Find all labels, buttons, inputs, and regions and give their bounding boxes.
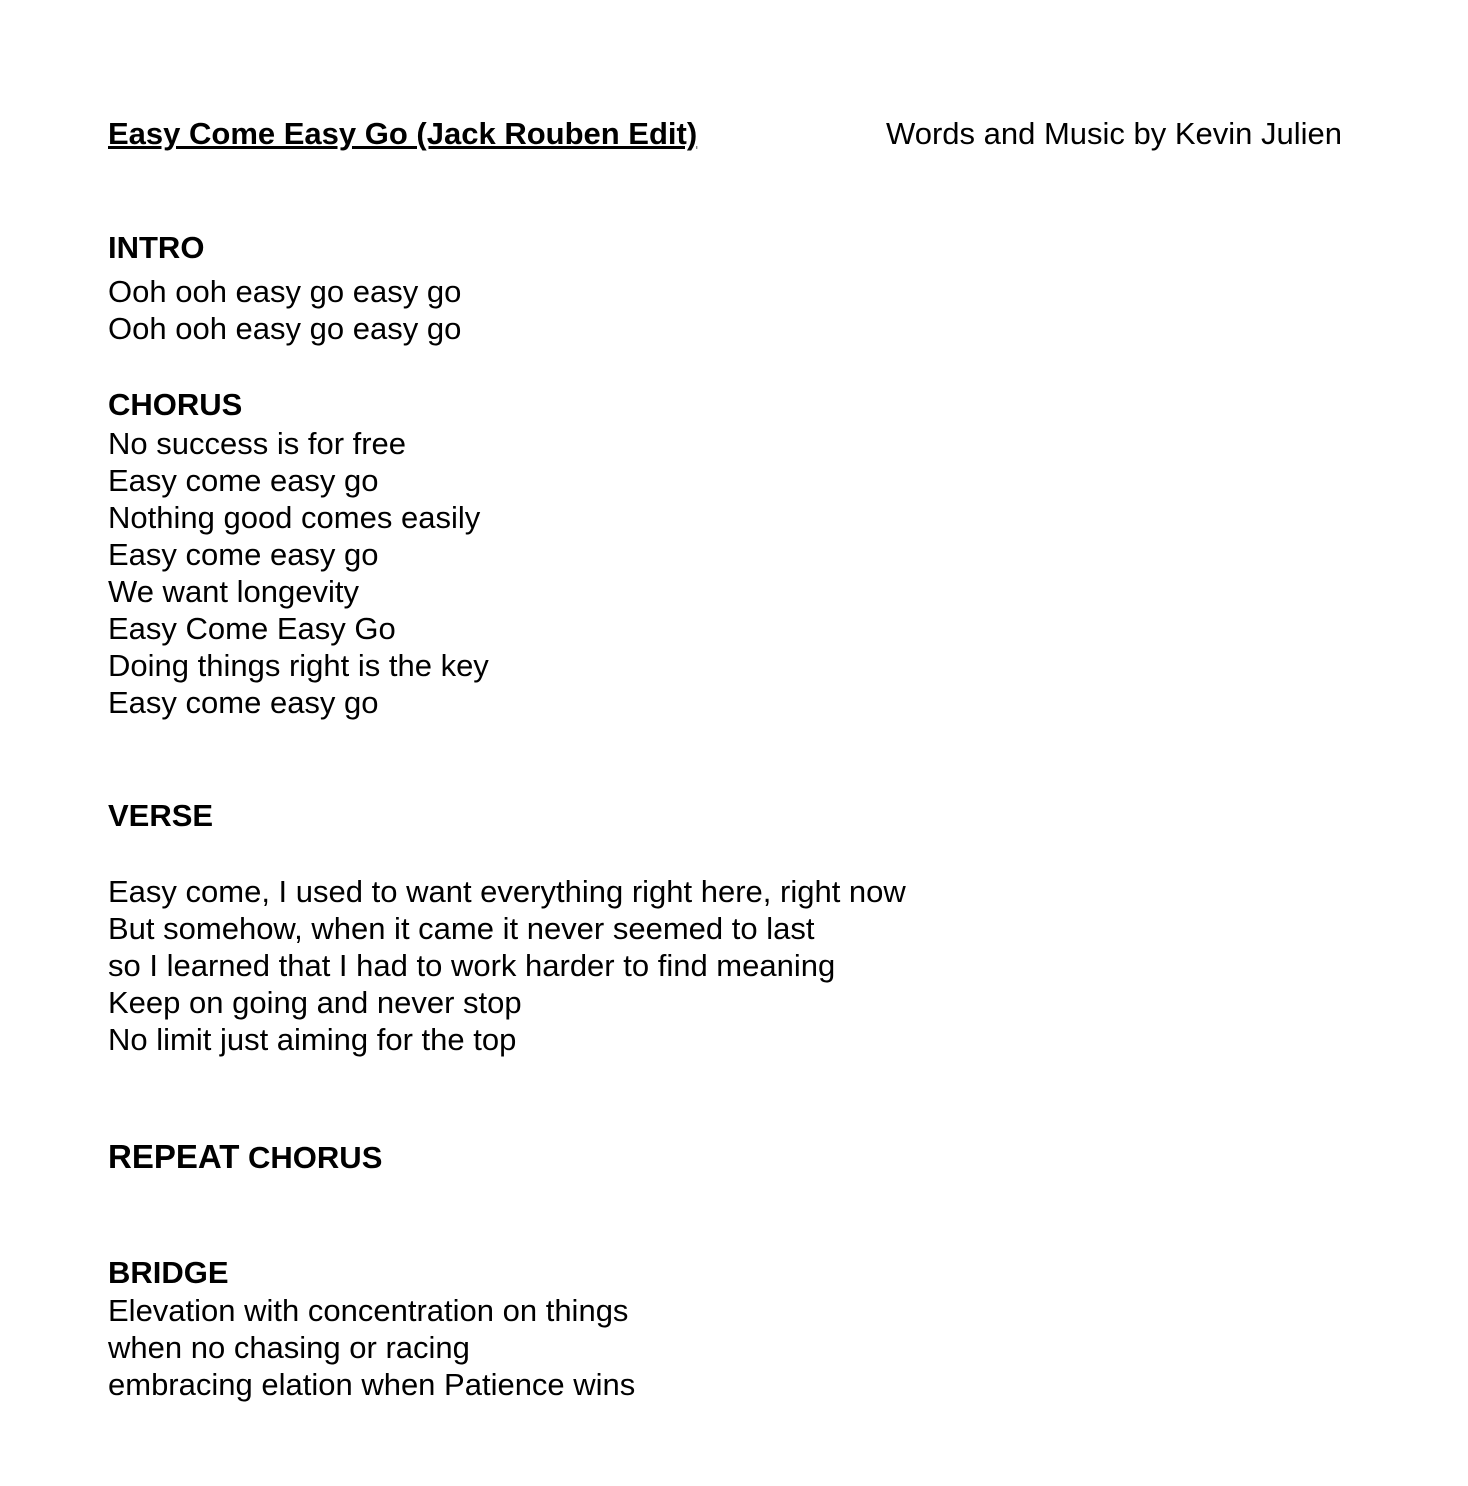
lyric-line: But somehow, when it came it never seemed to last — [108, 911, 815, 946]
lyric-line: Ooh ooh easy go easy go — [108, 274, 462, 309]
chorus-lines — [108, 425, 489, 721]
lyric-line: Doing things right is the key — [108, 648, 489, 683]
lyric-line: Easy come, I used to want everything right here, right now — [108, 874, 906, 909]
song-title: Easy Come Easy Go (Jack Rouben Edit) — [108, 116, 698, 151]
repeat-chorus-heading — [108, 1138, 382, 1176]
lyric-line: No limit just aiming for the top — [108, 1022, 517, 1057]
lyric-line: Easy come easy go — [108, 463, 379, 498]
intro-heading: INTRO — [108, 230, 205, 265]
lyric-line: Easy come easy go — [108, 685, 379, 720]
lyric-line: We want longevity — [108, 574, 359, 609]
lyric-line: when no chasing or racing — [108, 1330, 470, 1365]
bridge-heading: BRIDGE — [108, 1255, 229, 1290]
lyric-line: so I learned that I had to work harder to find meaning — [108, 948, 836, 983]
lyric-line: Elevation with concentration on things — [108, 1293, 629, 1328]
repeat-word: REPEAT — [108, 1138, 240, 1175]
lyric-line: Ooh ooh easy go easy go — [108, 311, 462, 346]
lyric-line: Easy come easy go — [108, 537, 379, 572]
verse-lines — [108, 873, 906, 1058]
chorus-heading: CHORUS — [108, 387, 243, 422]
lyric-line: Keep on going and never stop — [108, 985, 522, 1020]
bridge-lines — [108, 1292, 635, 1403]
lyric-line: Nothing good comes easily — [108, 500, 481, 535]
verse-heading: VERSE — [108, 798, 214, 833]
intro-lines — [108, 273, 461, 347]
chorus-word: CHORUS — [248, 1140, 383, 1175]
lyric-line: embracing elation when Patience wins — [108, 1367, 636, 1402]
lyric-line: Easy Come Easy Go — [108, 611, 396, 646]
lyric-line: No success is for free — [108, 426, 407, 461]
song-credit: Words and Music by Kevin Julien — [886, 116, 1343, 151]
